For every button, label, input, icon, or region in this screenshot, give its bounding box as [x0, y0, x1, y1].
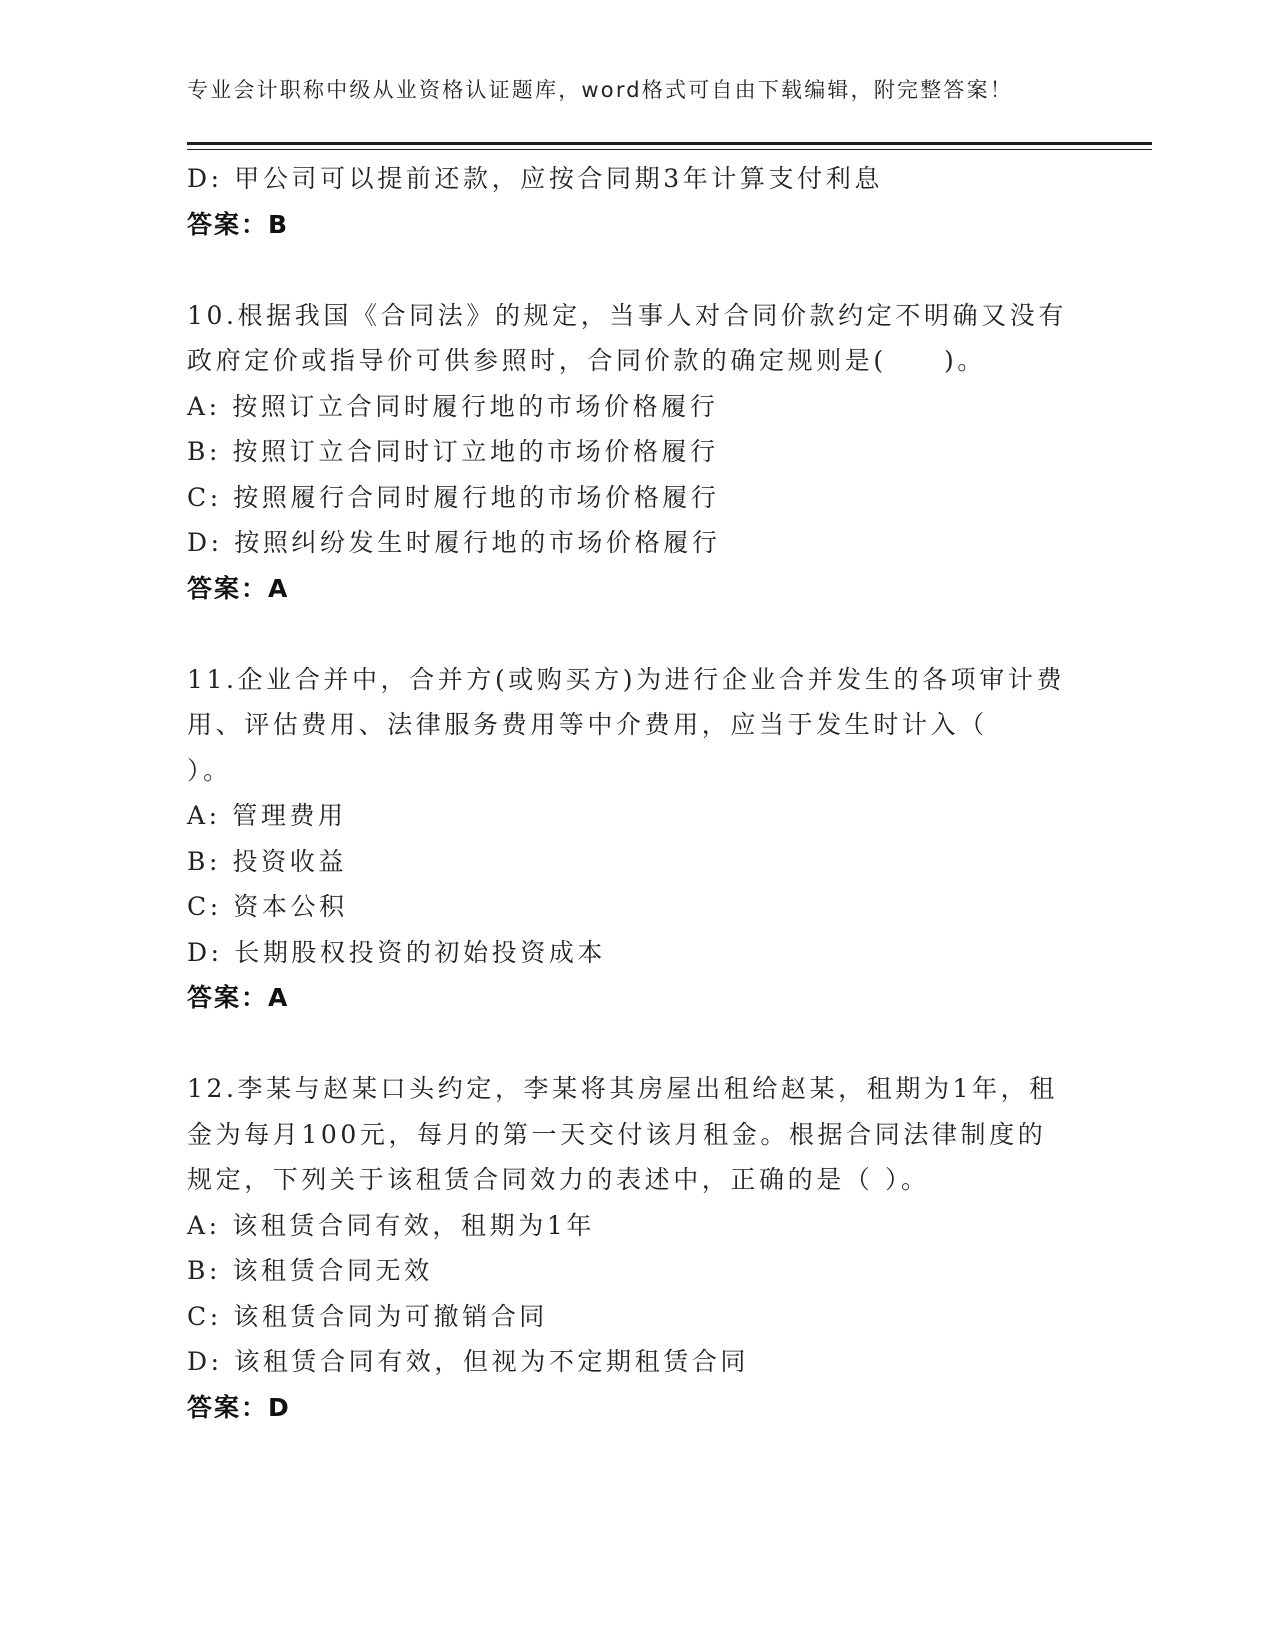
option-line: A: 按照订立合同时履行地的市场价格履行 — [187, 391, 719, 421]
option-line: B: 该租赁合同无效 — [187, 1256, 433, 1285]
question-block — [187, 1066, 1087, 1430]
question-text-line: 政府定价或指导价可供参照时，合同价款的确定规则是( )。 — [187, 346, 986, 375]
question-text-line: ）。 — [187, 755, 232, 785]
answer-line: 答案：B — [187, 209, 290, 239]
page-header: 专业会计职称中级从业资格认证题库，word格式可自由下载编辑，附完整答案！ — [187, 78, 1014, 102]
answer-line: 答案：D — [187, 1392, 291, 1422]
question-text-line: 金为每月100元，每月的第一天交付该月租金。根据合同法律制度的 — [187, 1119, 1047, 1149]
question-list — [187, 156, 1087, 1430]
option-line: D: 按照纠纷发生时履行地的市场价格履行 — [187, 528, 721, 557]
block-spacer — [187, 247, 1087, 293]
question-block — [187, 657, 1087, 1021]
question-text-line: 规定，下列关于该租赁合同效力的表述中，正确的是（ ）。 — [187, 1165, 930, 1194]
question-block — [187, 156, 1087, 247]
block-spacer — [187, 611, 1087, 657]
answer-line: 答案：A — [187, 983, 290, 1012]
question-text-line: 12.李某与赵某口头约定，李某将其房屋出租给赵某，租期为1年，租 — [187, 1074, 1058, 1103]
option-line: C: 该租赁合同为可撤销合同 — [187, 1301, 548, 1331]
question-text-line: 用、评估费用、法律服务费用等中介费用，应当于发生时计入（ — [187, 710, 988, 739]
option-line: D: 甲公司可以提前还款，应按合同期3年计算支付利息 — [187, 164, 883, 193]
option-line: A: 管理费用 — [187, 801, 347, 830]
option-line: C: 资本公积 — [187, 892, 348, 921]
option-line: D: 该租赁合同有效，但视为不定期租赁合同 — [187, 1347, 750, 1376]
answer-line: 答案：A — [187, 573, 290, 603]
question-block — [187, 293, 1087, 612]
option-line: C: 按照履行合同时履行地的市场价格履行 — [187, 482, 720, 512]
question-text-line: 11.企业合并中，合并方(或购买方)为进行企业合并发生的各项审计费 — [187, 664, 1066, 694]
option-line: A: 该租赁合同有效，租期为1年 — [187, 1210, 595, 1240]
option-line: B: 按照订立合同时订立地的市场价格履行 — [187, 437, 719, 466]
option-line: D: 长期股权投资的初始投资成本 — [187, 937, 607, 967]
header-rule-thick — [187, 142, 1152, 145]
option-line: B: 投资收益 — [187, 846, 347, 876]
question-text-line: 10.根据我国《合同法》的规定，当事人对合同价款约定不明确又没有 — [187, 300, 1067, 330]
header-rule-thin — [187, 149, 1152, 150]
block-spacer — [187, 1021, 1087, 1067]
